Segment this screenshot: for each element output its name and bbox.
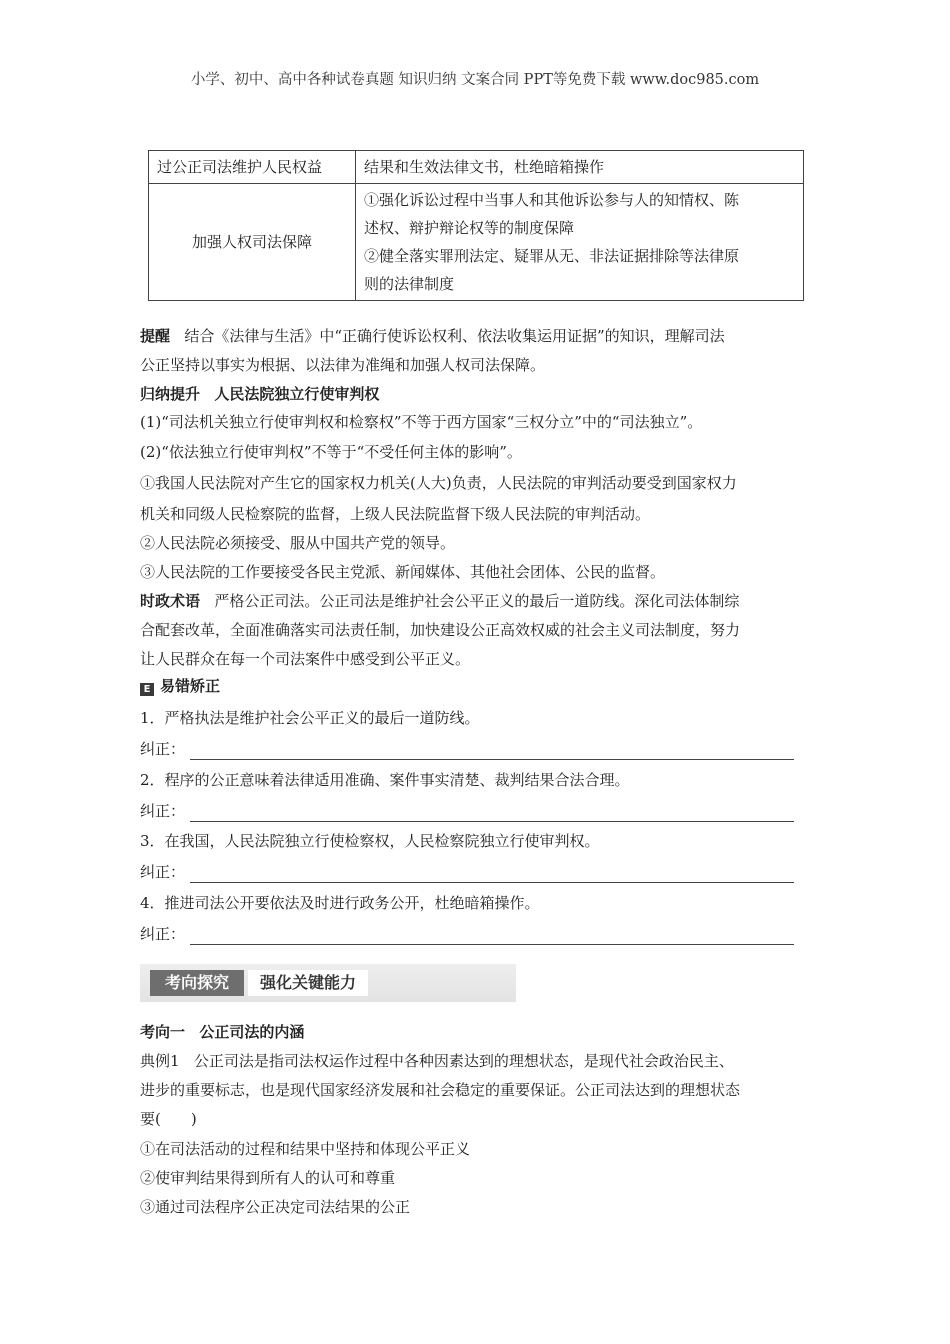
- summary-point: ②人民法院必须接受、服从中国共产党的领导。: [140, 534, 456, 552]
- topic-heading: [140, 1020, 812, 1044]
- summary-heading: [140, 382, 812, 406]
- topic-title: 公正司法的内涵: [199, 1023, 305, 1041]
- summary-point: ①我国人民法院对产生它的国家权力机关(人大)负责，人民法院的审判活动要受到国家权力: [140, 474, 737, 492]
- example-text: 公正司法是指司法权运作过程中各种因素达到的理想状态，是现代社会政治民主、: [193, 1052, 734, 1070]
- correction-label: 纠正：: [140, 802, 186, 820]
- option-item: ③通过司法程序公正决定司法结果的公正: [140, 1198, 411, 1216]
- summary-label: 归纳提升: [140, 385, 201, 403]
- cell-line: ①强化诉讼过程中当事人和其他诉讼参与人的知情权、陈: [364, 191, 740, 209]
- error-item: 1．严格执法是维护社会公平正义的最后一道防线。: [140, 709, 480, 727]
- policy-line: [140, 589, 812, 613]
- error-item: 3．在我国，人民法院独立行使检察权，人民检察院独立行使审判权。: [140, 832, 600, 850]
- errors-title: 易错矫正: [160, 677, 221, 695]
- summary-point: (2)“依法独立行使审判权”不等于“不受任何主体的影响”。: [140, 443, 522, 461]
- errors-heading: [140, 674, 812, 698]
- cell-line: ②健全落实罪刑法定、疑罪从无、非法证据排除等法律原: [364, 247, 740, 265]
- example-text-2: 进步的重要标志，也是现代国家经济发展和社会稳定的重要保证。公正司法达到的理想状态: [140, 1081, 741, 1099]
- table-cell: [356, 184, 804, 301]
- error-item: 2．程序的公正意味着法律适用准确、案件事实清楚、裁判结果合法合理。: [140, 771, 630, 789]
- table-row: [149, 151, 804, 184]
- table-row: [149, 184, 804, 301]
- summary-title: 人民法院独立行使审判权: [214, 385, 380, 403]
- correction-label: 纠正：: [140, 740, 186, 758]
- reminder-label: 提醒: [140, 327, 171, 345]
- table-cell: 结果和生效法律文书，杜绝暗箱操作: [356, 151, 804, 184]
- summary-point: 机关和同级人民检察院的监督，上级人民法院监督下级人民法院的审判活动。: [140, 505, 651, 523]
- policy-text: 严格公正司法。公正司法是维护社会公平正义的最后一道防线。深化司法体制综: [214, 592, 740, 610]
- policy-label: 时政术语: [140, 592, 201, 610]
- table-cell: 加强人权司法保障: [149, 184, 356, 301]
- table-cell: 过公正司法维护人民权益: [149, 151, 356, 184]
- example-line: [140, 1049, 812, 1073]
- option-item: ②使审判结果得到所有人的认可和尊重: [140, 1169, 396, 1187]
- policy-text-2: 合配套改革，全面准确落实司法责任制，加快建设公正高效权威的社会主义司法制度，努力: [140, 621, 741, 639]
- summary-point: (1)“司法机关独立行使审判权和检察权”不等于西方国家“三权分立”中的“司法独立”。: [140, 413, 703, 431]
- banner-subtitle: 强化关键能力: [248, 970, 368, 996]
- option-item: ①在司法活动的过程和结果中坚持和体现公平正义: [140, 1140, 471, 1158]
- correction-label: 纠正：: [140, 925, 186, 943]
- page-header: 小学、初中、高中各种试卷真题 知识归纳 文案合同 PPT等免费下载 www.doc985.com: [190, 72, 760, 88]
- summary-point: ③人民法院的工作要接受各民主党派、新闻媒体、其他社会团体、公民的监督。: [140, 563, 666, 581]
- correction-field[interactable]: [190, 758, 794, 760]
- correction-field[interactable]: [190, 943, 794, 945]
- section-banner: [140, 964, 516, 1002]
- reminder-line: [140, 324, 812, 348]
- example-text-3: 要( ): [140, 1110, 197, 1128]
- reminder-text: 结合《法律与生活》中“正确行使诉讼权利、依法收集运用证据”的知识，理解司法: [184, 327, 725, 345]
- error-item: 4．推进司法公开要依法及时进行政务公开，杜绝暗箱操作。: [140, 894, 540, 912]
- error-tag-icon: E: [140, 683, 154, 696]
- correction-label: 纠正：: [140, 863, 186, 881]
- banner-title: 考向探究: [150, 970, 244, 996]
- cell-line: 述权、辩护辩论权等的制度保障: [364, 219, 575, 237]
- example-label: 典例1: [140, 1052, 180, 1070]
- reminder-text-2: 公正坚持以事实为根据、以法律为准绳和加强人权司法保障。: [140, 356, 546, 374]
- law-table: [148, 150, 804, 301]
- correction-field[interactable]: [190, 881, 794, 883]
- policy-text-3: 让人民群众在每一个司法案件中感受到公平正义。: [140, 650, 471, 668]
- cell-line: 则的法律制度: [364, 275, 455, 293]
- topic-label: 考向一: [140, 1023, 186, 1041]
- correction-field[interactable]: [190, 820, 794, 822]
